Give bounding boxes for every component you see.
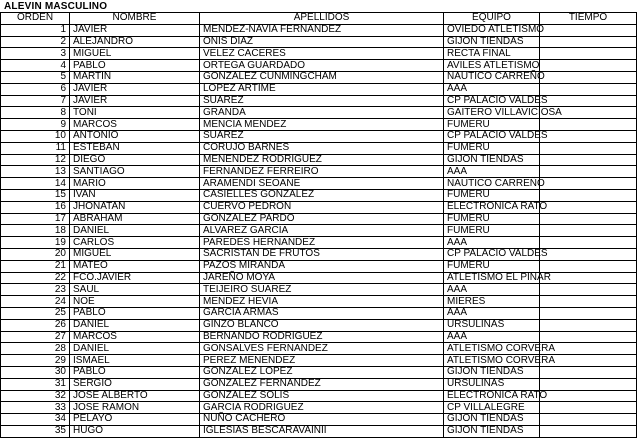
cell-tiempo bbox=[540, 366, 637, 378]
cell-nombre: CARLOS bbox=[70, 237, 200, 249]
cell-tiempo bbox=[540, 237, 637, 249]
cell-tiempo bbox=[540, 130, 637, 142]
cell-equipo: FUMERU bbox=[444, 225, 540, 237]
table-row bbox=[1, 366, 637, 378]
cell-nombre: PABLO bbox=[70, 307, 200, 319]
cell-nombre: DANIEL bbox=[70, 343, 200, 355]
cell-tiempo bbox=[540, 225, 637, 237]
cell-equipo: CP VILLALEGRE bbox=[444, 402, 540, 414]
table-row bbox=[1, 189, 637, 201]
cell-apellidos: GARCIA RODRIGUEZ bbox=[200, 402, 444, 414]
cell-nombre: JHONATAN bbox=[70, 201, 200, 213]
header-row bbox=[1, 13, 637, 25]
cell-apellidos: GRANDA bbox=[200, 107, 444, 119]
cell-apellidos: CORUJO BARNES bbox=[200, 142, 444, 154]
cell-tiempo bbox=[540, 71, 637, 83]
cell-nombre: PELAYO bbox=[70, 414, 200, 426]
cell-tiempo bbox=[540, 95, 637, 107]
cell-equipo: FUMERU bbox=[444, 213, 540, 225]
cell-nombre: DANIEL bbox=[70, 225, 200, 237]
cell-tiempo bbox=[540, 189, 637, 201]
table-row bbox=[1, 331, 637, 343]
cell-orden: 23 bbox=[1, 284, 70, 296]
cell-tiempo bbox=[540, 331, 637, 343]
cell-nombre: ANTONIO bbox=[70, 130, 200, 142]
cell-equipo: AAA bbox=[444, 331, 540, 343]
cell-orden: 32 bbox=[1, 390, 70, 402]
cell-orden: 6 bbox=[1, 83, 70, 95]
cell-apellidos: VELEZ CACERES bbox=[200, 48, 444, 60]
cell-equipo: URSULINAS bbox=[444, 378, 540, 390]
cell-apellidos: ALVAREZ GARCIA bbox=[200, 225, 444, 237]
cell-orden: 10 bbox=[1, 130, 70, 142]
table-row bbox=[1, 60, 637, 72]
cell-nombre: HUGO bbox=[70, 425, 200, 437]
cell-equipo: AAA bbox=[444, 237, 540, 249]
cell-nombre: ABRAHAM bbox=[70, 213, 200, 225]
header-nombre: NOMBRE bbox=[70, 13, 200, 25]
cell-equipo: FUMERU bbox=[444, 260, 540, 272]
cell-equipo: OVIEDO ATLETISMO bbox=[444, 24, 540, 36]
cell-orden: 8 bbox=[1, 107, 70, 119]
cell-tiempo bbox=[540, 319, 637, 331]
table-row bbox=[1, 402, 637, 414]
cell-nombre: PABLO bbox=[70, 60, 200, 72]
table-body bbox=[1, 24, 637, 437]
cell-nombre: FCO.JAVIER bbox=[70, 272, 200, 284]
cell-orden: 9 bbox=[1, 119, 70, 131]
cell-orden: 4 bbox=[1, 60, 70, 72]
cell-tiempo bbox=[540, 307, 637, 319]
cell-equipo: GIJON TIENDAS bbox=[444, 154, 540, 166]
cell-equipo: AAA bbox=[444, 307, 540, 319]
cell-tiempo bbox=[540, 154, 637, 166]
cell-nombre: IVAN bbox=[70, 189, 200, 201]
cell-apellidos: GONZALEZ CUNMINGCHAM bbox=[200, 71, 444, 83]
cell-orden: 18 bbox=[1, 225, 70, 237]
cell-apellidos: FERNANDEZ FERREIRO bbox=[200, 166, 444, 178]
table-row bbox=[1, 201, 637, 213]
table-row bbox=[1, 142, 637, 154]
cell-orden: 11 bbox=[1, 142, 70, 154]
cell-nombre: MIGUEL bbox=[70, 48, 200, 60]
cell-apellidos: GINZO BLANCO bbox=[200, 319, 444, 331]
cell-apellidos: NUÑO CACHERO bbox=[200, 414, 444, 426]
cell-nombre: JAVIER bbox=[70, 83, 200, 95]
cell-apellidos: PEREZ MENENDEZ bbox=[200, 355, 444, 367]
cell-nombre: MARTIN bbox=[70, 71, 200, 83]
cell-nombre: ESTEBAN bbox=[70, 142, 200, 154]
cell-nombre: JOSE RAMON bbox=[70, 402, 200, 414]
cell-apellidos: CUERVO PEDRON bbox=[200, 201, 444, 213]
cell-equipo: AAA bbox=[444, 166, 540, 178]
cell-orden: 30 bbox=[1, 366, 70, 378]
cell-tiempo bbox=[540, 296, 637, 308]
cell-tiempo bbox=[540, 284, 637, 296]
cell-nombre: JAVIER bbox=[70, 95, 200, 107]
cell-equipo: RECTA FINAL bbox=[444, 48, 540, 60]
cell-orden: 3 bbox=[1, 48, 70, 60]
cell-equipo: AAA bbox=[444, 83, 540, 95]
cell-apellidos: GONZALEZ LOPEZ bbox=[200, 366, 444, 378]
cell-nombre: SERGIO bbox=[70, 378, 200, 390]
cell-tiempo bbox=[540, 260, 637, 272]
cell-equipo: ELECTRONICA RATO bbox=[444, 390, 540, 402]
cell-tiempo bbox=[540, 213, 637, 225]
cell-tiempo bbox=[540, 119, 637, 131]
cell-nombre: PABLO bbox=[70, 366, 200, 378]
cell-nombre: NOE bbox=[70, 296, 200, 308]
cell-equipo: ATLETISMO CORVERA bbox=[444, 355, 540, 367]
cell-equipo: ELECTRONICA RATO bbox=[444, 201, 540, 213]
cell-apellidos: GARCIA ARMAS bbox=[200, 307, 444, 319]
cell-orden: 13 bbox=[1, 166, 70, 178]
table-row bbox=[1, 260, 637, 272]
table-row bbox=[1, 83, 637, 95]
cell-orden: 5 bbox=[1, 71, 70, 83]
cell-apellidos: GONSALVES FERNANDEZ bbox=[200, 343, 444, 355]
cell-nombre: MARCOS bbox=[70, 331, 200, 343]
cell-tiempo bbox=[540, 390, 637, 402]
cell-orden: 12 bbox=[1, 154, 70, 166]
table-row bbox=[1, 390, 637, 402]
table-row bbox=[1, 71, 637, 83]
cell-orden: 2 bbox=[1, 36, 70, 48]
cell-apellidos: SACRISTAN DE FRUTOS bbox=[200, 248, 444, 260]
cell-tiempo bbox=[540, 142, 637, 154]
cell-apellidos: BERNANDO RODRIGUEZ bbox=[200, 331, 444, 343]
table-row bbox=[1, 296, 637, 308]
cell-tiempo bbox=[540, 24, 637, 36]
header-tiempo: TIEMPO bbox=[540, 13, 637, 25]
cell-orden: 22 bbox=[1, 272, 70, 284]
cell-nombre: ALEJANDRO bbox=[70, 36, 200, 48]
cell-orden: 27 bbox=[1, 331, 70, 343]
cell-tiempo bbox=[540, 272, 637, 284]
cell-equipo: MIERES bbox=[444, 296, 540, 308]
table-row bbox=[1, 272, 637, 284]
cell-orden: 34 bbox=[1, 414, 70, 426]
cell-tiempo bbox=[540, 378, 637, 390]
cell-nombre: JOSE ALBERTO bbox=[70, 390, 200, 402]
cell-nombre: ISMAEL bbox=[70, 355, 200, 367]
cell-equipo: ATLETISMO CORVERA bbox=[444, 343, 540, 355]
cell-orden: 28 bbox=[1, 343, 70, 355]
cell-equipo: CP PALACIO VALDES bbox=[444, 248, 540, 260]
table-row bbox=[1, 343, 637, 355]
cell-apellidos: SUAREZ bbox=[200, 95, 444, 107]
cell-tiempo bbox=[540, 201, 637, 213]
cell-equipo: FUMERU bbox=[444, 142, 540, 154]
header-apellidos: APELLIDOS bbox=[200, 13, 444, 25]
cell-orden: 21 bbox=[1, 260, 70, 272]
cell-equipo: URSULINAS bbox=[444, 319, 540, 331]
sheet-title: ALEVIN MASCULINO bbox=[4, 1, 108, 12]
cell-apellidos: JAREÑO MOYA bbox=[200, 272, 444, 284]
cell-apellidos: PAZOS MIRANDA bbox=[200, 260, 444, 272]
table-row bbox=[1, 24, 637, 36]
cell-tiempo bbox=[540, 248, 637, 260]
cell-nombre: MATEO bbox=[70, 260, 200, 272]
cell-orden: 20 bbox=[1, 248, 70, 260]
table-row bbox=[1, 178, 637, 190]
cell-tiempo bbox=[540, 48, 637, 60]
table-row bbox=[1, 225, 637, 237]
table-row bbox=[1, 154, 637, 166]
cell-apellidos: GONZALEZ PARDO bbox=[200, 213, 444, 225]
header-orden: ORDEN bbox=[1, 13, 70, 25]
cell-tiempo bbox=[540, 83, 637, 95]
cell-nombre: SANTIAGO bbox=[70, 166, 200, 178]
cell-equipo: AAA bbox=[444, 284, 540, 296]
cell-orden: 15 bbox=[1, 189, 70, 201]
table-row bbox=[1, 425, 637, 437]
participants-table bbox=[0, 12, 637, 438]
table-row bbox=[1, 213, 637, 225]
cell-nombre: DANIEL bbox=[70, 319, 200, 331]
cell-orden: 16 bbox=[1, 201, 70, 213]
cell-nombre: MARIO bbox=[70, 178, 200, 190]
table-row bbox=[1, 237, 637, 249]
cell-equipo: GIJON TIENDAS bbox=[444, 425, 540, 437]
cell-orden: 33 bbox=[1, 402, 70, 414]
table-row bbox=[1, 95, 637, 107]
cell-apellidos: ORTEGA GUARDADO bbox=[200, 60, 444, 72]
cell-apellidos: ARAMENDI SEOANE bbox=[200, 178, 444, 190]
cell-equipo: NAUTICO CARREÑO bbox=[444, 178, 540, 190]
cell-apellidos: MENENDEZ RODRIGUEZ bbox=[200, 154, 444, 166]
table-row bbox=[1, 248, 637, 260]
cell-apellidos: ONIS DIAZ bbox=[200, 36, 444, 48]
cell-apellidos: TEIJEIRO SUAREZ bbox=[200, 284, 444, 296]
cell-nombre: TONI bbox=[70, 107, 200, 119]
cell-orden: 17 bbox=[1, 213, 70, 225]
cell-equipo: GIJON TIENDAS bbox=[444, 36, 540, 48]
cell-apellidos: PAREDES HERNANDEZ bbox=[200, 237, 444, 249]
cell-orden: 29 bbox=[1, 355, 70, 367]
cell-equipo: ATLETISMO EL PINAR bbox=[444, 272, 540, 284]
cell-orden: 31 bbox=[1, 378, 70, 390]
table-row bbox=[1, 48, 637, 60]
cell-orden: 19 bbox=[1, 237, 70, 249]
cell-tiempo bbox=[540, 178, 637, 190]
cell-tiempo bbox=[540, 60, 637, 72]
cell-tiempo bbox=[540, 36, 637, 48]
cell-tiempo bbox=[540, 414, 637, 426]
cell-equipo: FUMERU bbox=[444, 119, 540, 131]
cell-equipo: FUMERU bbox=[444, 189, 540, 201]
cell-nombre: DIEGO bbox=[70, 154, 200, 166]
cell-apellidos: SUAREZ bbox=[200, 130, 444, 142]
table-row bbox=[1, 319, 637, 331]
cell-orden: 14 bbox=[1, 178, 70, 190]
cell-nombre: MARCOS bbox=[70, 119, 200, 131]
cell-apellidos: CASIELLES GONZALEZ bbox=[200, 189, 444, 201]
cell-apellidos: IGLESIAS BESCARAVAINII bbox=[200, 425, 444, 437]
cell-equipo: CP PALACIO VALDES bbox=[444, 130, 540, 142]
cell-nombre: MIGUEL bbox=[70, 248, 200, 260]
cell-orden: 25 bbox=[1, 307, 70, 319]
cell-orden: 1 bbox=[1, 24, 70, 36]
cell-orden: 24 bbox=[1, 296, 70, 308]
table-row bbox=[1, 130, 637, 142]
cell-apellidos: GONZALEZ SOLIS bbox=[200, 390, 444, 402]
header-equipo: EQUIPO bbox=[444, 13, 540, 25]
cell-apellidos: LOPEZ ARTIME bbox=[200, 83, 444, 95]
table-row bbox=[1, 36, 637, 48]
table-row bbox=[1, 355, 637, 367]
cell-equipo: CP PALACIO VALDES bbox=[444, 95, 540, 107]
table-row bbox=[1, 378, 637, 390]
cell-apellidos: MENCIA MENDEZ bbox=[200, 119, 444, 131]
cell-nombre: SAUL bbox=[70, 284, 200, 296]
cell-tiempo bbox=[540, 425, 637, 437]
cell-apellidos: GONZALEZ FERNANDEZ bbox=[200, 378, 444, 390]
table-row bbox=[1, 414, 637, 426]
cell-tiempo bbox=[540, 166, 637, 178]
cell-orden: 7 bbox=[1, 95, 70, 107]
table-row bbox=[1, 307, 637, 319]
table-row bbox=[1, 119, 637, 131]
cell-orden: 35 bbox=[1, 425, 70, 437]
cell-equipo: GAITERO VILLAVICIOSA bbox=[444, 107, 540, 119]
cell-equipo: NAUTICO CARREÑO bbox=[444, 71, 540, 83]
cell-equipo: AVILES ATLETISMO bbox=[444, 60, 540, 72]
table-row bbox=[1, 107, 637, 119]
cell-equipo: GIJON TIENDAS bbox=[444, 414, 540, 426]
cell-orden: 26 bbox=[1, 319, 70, 331]
cell-equipo: GIJON TIENDAS bbox=[444, 366, 540, 378]
cell-nombre: JAVIER bbox=[70, 24, 200, 36]
table-row bbox=[1, 284, 637, 296]
table-row bbox=[1, 166, 637, 178]
cell-apellidos: MENDEZ HEVIA bbox=[200, 296, 444, 308]
cell-tiempo bbox=[540, 402, 637, 414]
cell-apellidos: MENDEZ-NAVIA FERNANDEZ bbox=[200, 24, 444, 36]
